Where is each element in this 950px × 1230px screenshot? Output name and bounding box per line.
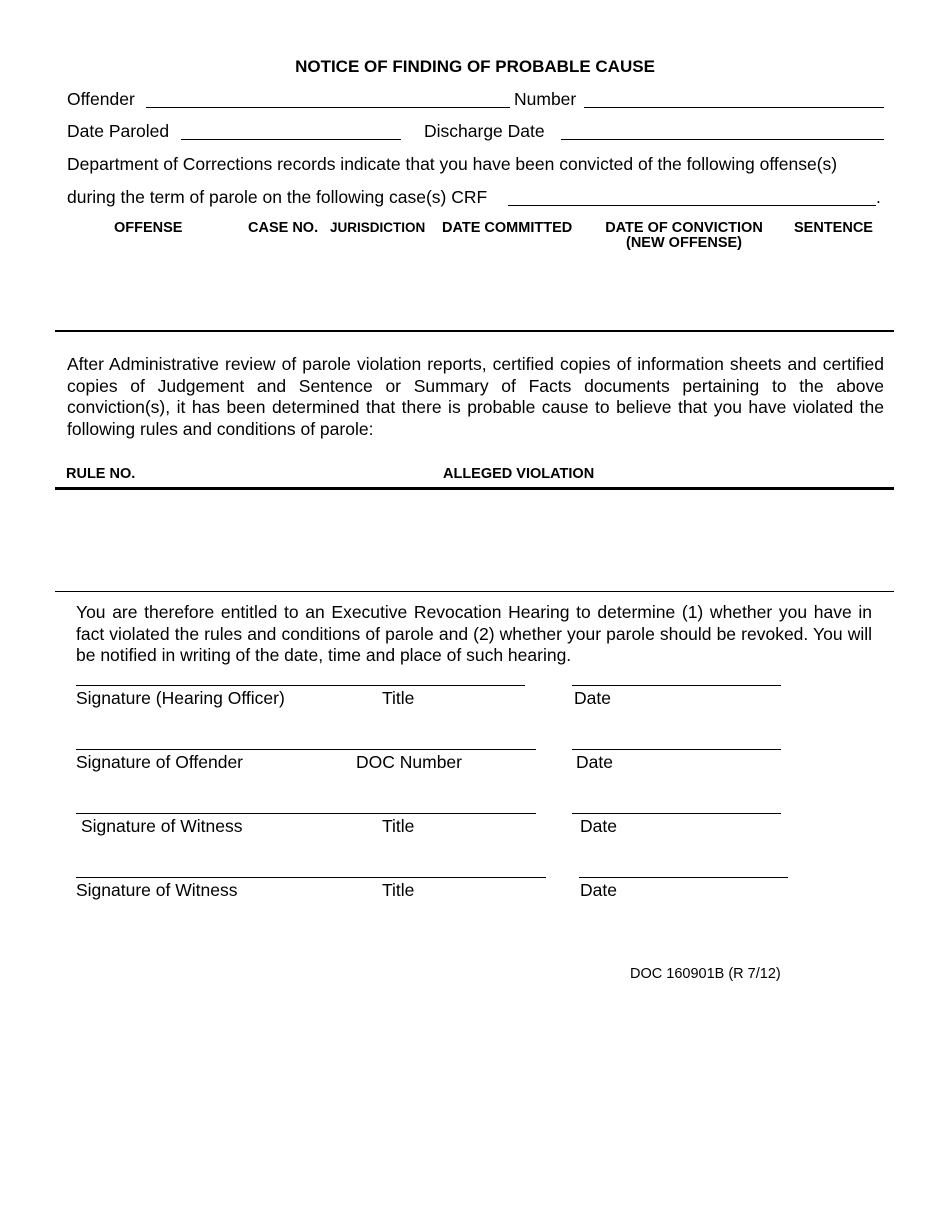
form-number: DOC 160901B (R 7/12)	[630, 966, 781, 982]
witness-2-date-line[interactable]	[579, 877, 788, 878]
witness-2-signature-line[interactable]	[76, 877, 546, 878]
violation-table-body[interactable]	[55, 492, 894, 588]
col-new-offense-line2: (NEW OFFENSE)	[626, 235, 742, 251]
offense-table-body[interactable]	[55, 252, 894, 328]
date-paroled-field[interactable]	[181, 125, 401, 140]
divider-violation-header	[55, 487, 894, 490]
parole-term-sentence: during the term of parole on the following case(s) CRF	[67, 187, 488, 207]
col-rule-no: RULE NO.	[66, 466, 136, 482]
hearing-paragraph: You are therefore entitled to an Executive Revocation Hearing to determine (1) whether you have in fact violated the rules and conditions of parole and (2) whether your parole should be revoked. You will be notified in writing of the date, time and place of such hearing.	[76, 602, 872, 665]
signature-label: Signature of Offender	[76, 752, 244, 772]
hearing-officer-date-line[interactable]	[572, 685, 781, 686]
witness-1-signature-line[interactable]	[76, 813, 536, 814]
witness-1-date-line[interactable]	[572, 813, 781, 814]
doc-number-label: DOC Number	[356, 752, 462, 772]
discharge-date-label: Discharge Date	[424, 121, 545, 141]
date-paroled-label: Date Paroled	[67, 121, 170, 141]
date-label: Date	[580, 880, 617, 900]
sentence-period: .	[876, 187, 881, 207]
col-alleged-violation: ALLEGED VIOLATION	[443, 466, 595, 482]
offender-date-line[interactable]	[572, 749, 781, 750]
offender-label: Offender	[67, 89, 135, 109]
col-sentence: SENTENCE	[794, 220, 873, 236]
page-title: NOTICE OF FINDING OF PROBABLE CAUSE	[295, 57, 655, 76]
col-date-of-conviction	[594, 221, 774, 251]
review-paragraph: After Administrative review of parole violation reports, certified copies of information sheets and certified copies of Judgement and Sentence or Summary of Facts documents pertaining to the above conviction(s), it has been determined that there is probable cause to believe that you have violated the following rules and conditions of parole:	[67, 354, 884, 439]
number-label: Number	[514, 89, 577, 109]
divider-offense-table	[55, 330, 894, 332]
date-label: Date	[576, 752, 613, 772]
signature-label: Signature of Witness	[76, 880, 238, 900]
offender-signature-line[interactable]	[76, 749, 536, 750]
title-label: Title	[382, 688, 415, 708]
signature-label: Signature (Hearing Officer)	[76, 688, 285, 708]
number-field[interactable]	[584, 93, 884, 108]
hearing-officer-signature-line[interactable]	[76, 685, 525, 686]
col-date-of-conviction-line1: DATE OF CONVICTION	[605, 220, 763, 236]
crf-case-field[interactable]	[508, 191, 876, 206]
title-label: Title	[382, 880, 415, 900]
col-jurisdiction: JURISDICTION	[330, 220, 426, 235]
divider-violation-table	[55, 591, 894, 592]
date-label: Date	[580, 816, 617, 836]
offender-field[interactable]	[146, 93, 510, 108]
title-label: Title	[382, 816, 415, 836]
col-offense: OFFENSE	[114, 220, 183, 236]
signature-label: Signature of Witness	[81, 816, 243, 836]
discharge-date-field[interactable]	[561, 125, 884, 140]
col-date-committed: DATE COMMITTED	[442, 220, 573, 236]
records-sentence: Department of Corrections records indicate that you have been convicted of the following offense(s)	[67, 154, 838, 174]
col-case-no: CASE NO.	[248, 220, 319, 236]
date-label: Date	[574, 688, 611, 708]
